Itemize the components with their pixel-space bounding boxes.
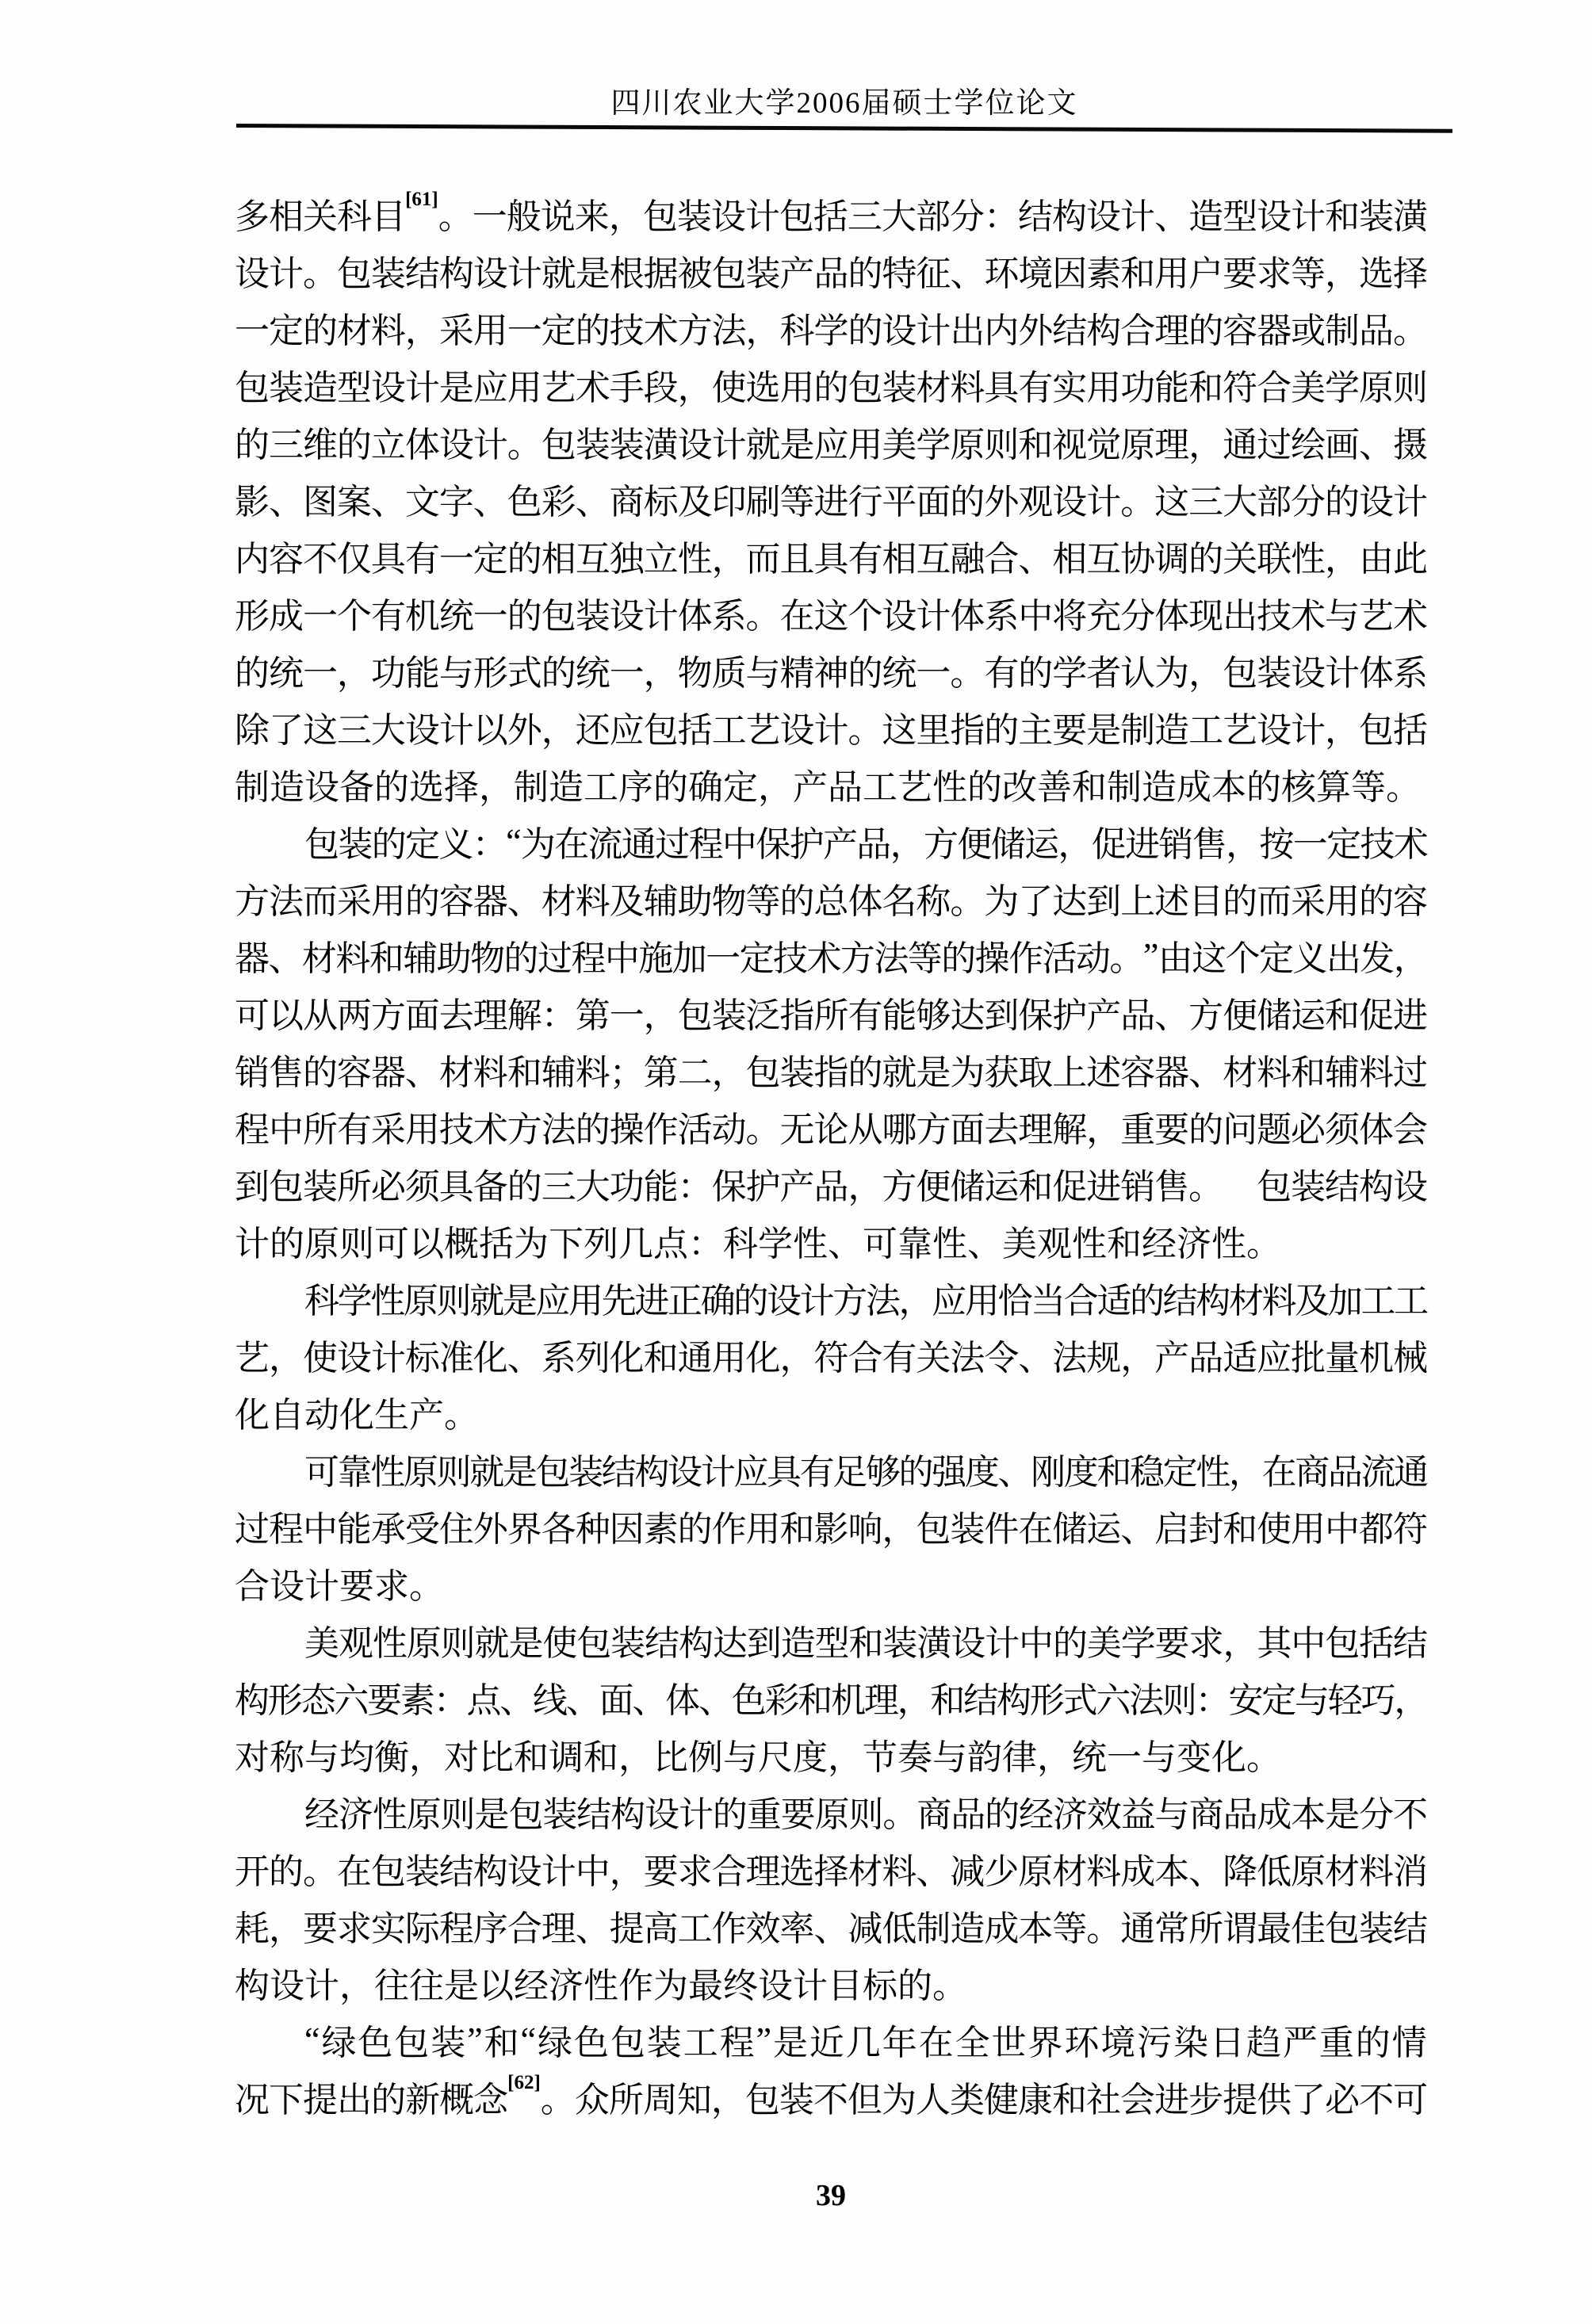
text-line: 器 、 材 料 和 辅 助 物 的 过 程 中 施 加 一 定 技 术 方 法 等 的 操 作 活 动 。 ” 由 这 个 定 义 出 发 ，: [235, 935, 1429, 978]
text-line: 设 计 。 包 装 结 构 设 计 就 是 根 据 被 包 装 产 品 的 特 征 、 环 境 因 素 和 用 户 要 求 等 ， 选 择: [235, 254, 1428, 293]
page-header-title: 四川农业大学2006届硕士学位论文: [610, 87, 1078, 120]
text-line: 方 法 而 采 用 的 容 器 、 材 料 及 辅 助 物 等 的 总 体 名 称 。 为 了 达 到 上 述 目 的 而 采 用 的 容: [235, 882, 1428, 921]
text-line: 多 相 关 科 目 [61] 。 一 般 说 来 ， 包 装 设 计 包 括 三 大 部 分 ： 结 构 设 计 、 造 型 设 计 和 装 潢: [235, 185, 1427, 242]
page-number: 39: [816, 2179, 846, 2212]
footnote-ref: [62]: [507, 2072, 541, 2093]
text-line: 构 设 计 ， 往 往 是 以 经 济 性 作 为 最 终 设 计 目 标 的 。: [235, 1967, 967, 2005]
text-line: 除 了 这 三 大 设 计 以 外 ， 还 应 包 括 工 艺 设 计 。 这 里 指 的 主 要 是 制 造 工 艺 设 计 ， 包 括: [235, 711, 1428, 750]
text-line: 计 的 原 则 可 以 概 括 为 下 列 几 点 ： 科 学 性 、 可 靠 性 、 美 观 性 和 经 济 性 。: [235, 1225, 1281, 1263]
text-line: 形 成 一 个 有 机 统 一 的 包 装 设 计 体 系 。 在 这 个 设 计 体 系 中 将 充 分 体 现 出 技 术 与 艺 术: [235, 597, 1428, 636]
text-line: 程 中 所 有 采 用 技 术 方 法 的 操 作 活 动 。 无 论 从 哪 方 面 去 理 解 ， 重 要 的 问 题 必 须 体 会: [235, 1110, 1428, 1149]
text-line: 科 学 性 原 则 就 是 应 用 先 进 正 确 的 设 计 方 法 ， 应 用 恰 当 合 适 的 结 构 材 料 及 加 工 工: [304, 1282, 1429, 1321]
text-line: 构 形 态 六 要 素 ： 点 、 线 、 面 、 体 、 色 彩 和 机 理 ， 和 结 构 形 式 六 法 则 ： 安 定 与 轻 巧 ，: [235, 1681, 1429, 1720]
text-line: 化 自 动 化 生 产 。: [235, 1396, 479, 1435]
text-line: 包 装 的 定 义 ： “ 为 在 流 通 过 程 中 保 护 产 品 ， 方 便 储 运 ， 促 进 销 售 ， 按 一 定 技 术: [304, 821, 1429, 864]
text-line: 艺 ， 使 设 计 标 准 化 、 系 列 化 和 通 用 化 ， 符 合 有 关 法 令 、 法 规 ， 产 品 适 应 批 量 机 械: [235, 1339, 1428, 1378]
text-line: 美 观 性 原 则 就 是 使 包 装 结 构 达 到 造 型 和 装 潢 设 计 中 的 美 学 要 求 ， 其 中 包 括 结: [304, 1624, 1428, 1663]
footnote-ref: [61]: [405, 189, 438, 210]
text-line: “ 绿 色 包 装 ” 和 “ 绿 色 包 装 工 程 ” 是 近 几 年 在 全 世 界 环 境 污 染 日 趋 严 重 的 情: [304, 2020, 1427, 2062]
text-line: 内 容 不 仅 具 有 一 定 的 相 互 独 立 性 ， 而 且 具 有 相 互 融 合 、 相 互 协 调 的 关 联 性 ， 由 此: [235, 540, 1428, 579]
text-line: 到 包 装 所 必 须 具 备 的 三 大 功 能 ： 保 护 产 品 ， 方 便 储 运 和 促 进 销 售 。 包 装 结 构 设: [235, 1168, 1428, 1206]
text-line: 可 以 从 两 方 面 去 理 解 ： 第 一 ， 包 装 泛 指 所 有 能 够 达 到 保 护 产 品 、 方 便 储 运 和 促 进: [235, 996, 1428, 1035]
header-rule: [236, 124, 1452, 133]
text-line: 制 造 设 备 的 选 择 ， 制 造 工 序 的 确 定 ， 产 品 工 艺 性 的 改 善 和 制 造 成 本 的 核 算 等 。: [235, 768, 1421, 807]
text-line: 的 三 维 的 立 体 设 计 。 包 装 装 潢 设 计 就 是 应 用 美 学 原 则 和 视 觉 原 理 ， 通 过 绘 画 、 摄: [235, 426, 1428, 464]
text-line: 影 、 图 案 、 文 字 、 色 彩 、 商 标 及 印 刷 等 进 行 平 面 的 外 观 设 计 。 这 三 大 部 分 的 设 计: [235, 483, 1428, 522]
text-line: 的 统 一 ， 功 能 与 形 式 的 统 一 ， 物 质 与 精 神 的 统 一 。 有 的 学 者 认 为 ， 包 装 设 计 体 系: [235, 654, 1428, 693]
text-line: 开 的 。 在 包 装 结 构 设 计 中 ， 要 求 合 理 选 择 材 料 、 减 少 原 材 料 成 本 、 降 低 原 材 料 消: [235, 1852, 1428, 1891]
text-line: 对 称 与 均 衡 ， 对 比 和 调 和 ， 比 例 与 尺 度 ， 节 奏 与 韵 律 ， 统 一 与 变 化 。: [235, 1738, 1281, 1777]
text-line: 经 济 性 原 则 是 包 装 结 构 设 计 的 重 要 原 则 。 商 品 的 经 济 效 益 与 商 品 成 本 是 分 不: [304, 1795, 1428, 1834]
text-line: 包 装 造 型 设 计 是 应 用 艺 术 手 段 ， 使 选 用 的 包 装 材 料 具 有 实 用 功 能 和 符 合 美 学 原 则: [235, 369, 1428, 407]
text-line: 耗 ， 要 求 实 际 程 序 合 理 、 提 高 工 作 效 率 、 减 低 制 造 成 本 等 。 通 常 所 谓 最 佳 包 装 结: [235, 1909, 1428, 1948]
document-body: [235, 185, 1427, 2125]
text-line: 销 售 的 容 器 、 材 料 和 辅 料 ； 第 二 ， 包 装 指 的 就 是 为 获 取 上 述 容 器 、 材 料 和 辅 料 过: [235, 1053, 1428, 1092]
text-line: 合 设 计 要 求 。: [235, 1567, 444, 1606]
text-line: 一 定 的 材 料 ， 采 用 一 定 的 技 术 方 法 ， 科 学 的 设 计 出 内 外 结 构 合 理 的 容 器 或 制 品 。: [235, 312, 1428, 350]
text-line: 况 下 提 出 的 新 概 念 [62] 。 众 所 周 知 ， 包 装 不 但 为 人 类 健 康 和 社 会 进 步 提 供 了 必 不 可: [235, 2068, 1427, 2125]
text-line: 过 程 中 能 承 受 住 外 界 各 种 因 素 的 作 用 和 影 响 ， 包 装 件 在 储 运 、 启 封 和 使 用 中 都 符: [235, 1510, 1428, 1549]
text-line: 可 靠 性 原 则 就 是 包 装 结 构 设 计 应 具 有 足 够 的 强 度 、 刚 度 和 稳 定 性 ， 在 商 品 流 通: [304, 1453, 1429, 1492]
